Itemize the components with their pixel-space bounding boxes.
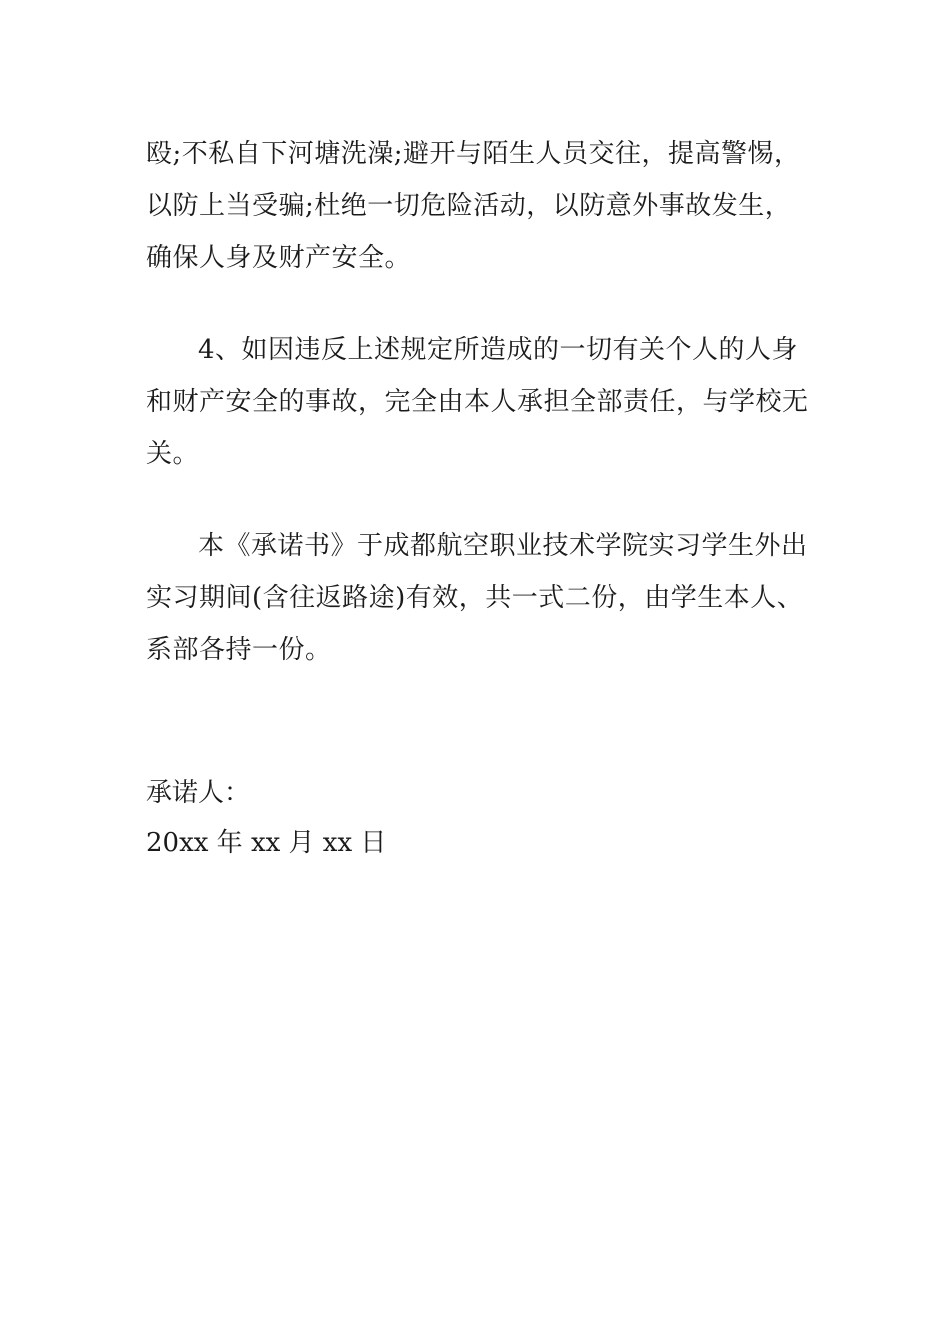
promisor-label: 承诺人： xyxy=(146,778,251,808)
paragraph-spacer xyxy=(146,480,810,520)
paragraph-item-4: 4、如因违反上述规定所造成的一切有关个人的人身和财产安全的事故，完全由本人承担全部责任，与学校无关。 xyxy=(146,335,809,469)
document-body xyxy=(146,128,810,868)
signature-date: 20xx 年 xx 月 xx 日 xyxy=(146,828,387,858)
paragraph-spacer xyxy=(146,284,810,324)
paragraph-validity: 本《承诺书》于成都航空职业技术学院实习学生外出实习期间(含往返路途)有效，共一式二份，由学生本人、系部各持一份。 xyxy=(146,531,808,665)
paragraph-spacer xyxy=(146,676,810,768)
paragraph-safety-continuation: 殴;不私自下河塘洗澡;避开与陌生人员交往，提高警惕，以防上当受骗;杜绝一切危险活动，以防意外事故发生，确保人身及财产安全。 xyxy=(146,139,801,273)
